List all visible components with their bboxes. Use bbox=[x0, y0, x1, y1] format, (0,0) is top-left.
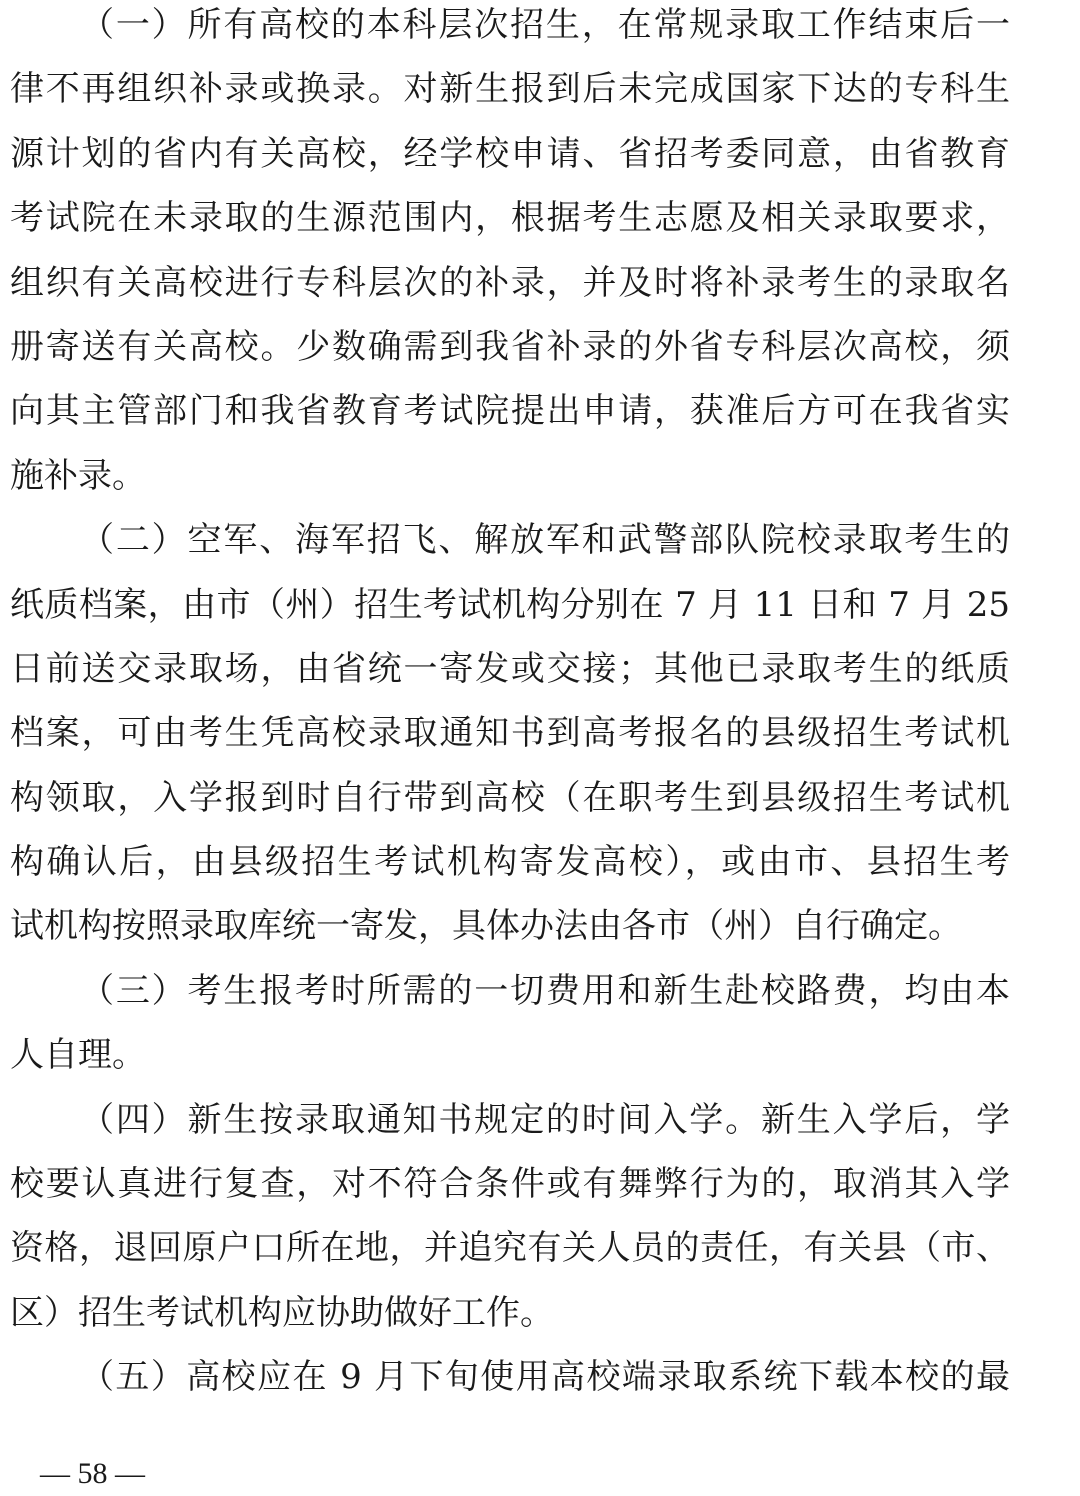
text-line: （五）高校应在 9 月下旬使用高校端录取系统下载本校的最 bbox=[80, 1357, 1010, 1398]
text-line: （二）空军、海军招飞、解放军和武警部队院校录取考生的 bbox=[80, 520, 1010, 561]
text-line: （三）考生报考时所需的一切费用和新生赴校路费，均由本 bbox=[80, 970, 1010, 1011]
text-line: 源计划的省内有关高校，经学校申请、省招考委同意，由省教育 bbox=[10, 133, 1010, 174]
paragraph-2 bbox=[10, 508, 1010, 959]
text-line: 组织有关高校进行专科层次的补录，并及时将补录考生的录取名 bbox=[10, 262, 1010, 303]
text-line: 律不再组织补录或换录。对新生报到后未完成国家下达的专科生 bbox=[10, 69, 1010, 110]
text-line: 档案，可由考生凭高校录取通知书到高考报名的县级招生考试机 bbox=[10, 713, 1010, 754]
text-line: 试机构按照录取库统一寄发，具体办法由各市（州）自行确定。 bbox=[10, 906, 962, 947]
text-line: 施补录。 bbox=[10, 455, 146, 496]
text-line: （四）新生按录取通知书规定的时间入学。新生入学后，学 bbox=[80, 1099, 1010, 1140]
text-line: 向其主管部门和我省教育考试院提出申请，获准后方可在我省实 bbox=[10, 391, 1010, 432]
text-line: 构领取，入学报到时自行带到高校（在职考生到县级招生考试机 bbox=[10, 777, 1010, 818]
paragraph-1 bbox=[10, 0, 1010, 508]
text-line: 考试院在未录取的生源范围内，根据考生志愿及相关录取要求， bbox=[10, 198, 1010, 239]
paragraph-5 bbox=[10, 1345, 1010, 1409]
text-line: 人自理。 bbox=[10, 1035, 146, 1076]
text-line: 日前送交录取场，由省统一寄发或交接；其他已录取考生的纸质 bbox=[10, 648, 1010, 689]
text-line: 区）招生考试机构应协助做好工作。 bbox=[10, 1292, 554, 1333]
text-line: 纸质档案，由市（州）招生考试机构分别在 7 月 11 日和 7 月 25 bbox=[10, 584, 1010, 625]
text-line: 校要认真进行复查，对不符合条件或有舞弊行为的，取消其入学 bbox=[10, 1164, 1010, 1205]
text-line: （一）所有高校的本科层次招生，在常规录取工作结束后一 bbox=[80, 5, 1010, 45]
document-page bbox=[10, 0, 1010, 1410]
paragraph-3 bbox=[10, 959, 1010, 1088]
text-line: 构确认后，由县级招生考试机构寄发高校），或由市、县招生考 bbox=[10, 842, 1010, 883]
text-line: 册寄送有关高校。少数确需到我省补录的外省专科层次高校，须 bbox=[10, 326, 1010, 367]
text-line: 资格，退回原户口所在地，并追究有关人员的责任，有关县（市、 bbox=[10, 1228, 1010, 1269]
page-number: — 58 — bbox=[40, 1457, 145, 1490]
paragraph-4 bbox=[10, 1088, 1010, 1346]
